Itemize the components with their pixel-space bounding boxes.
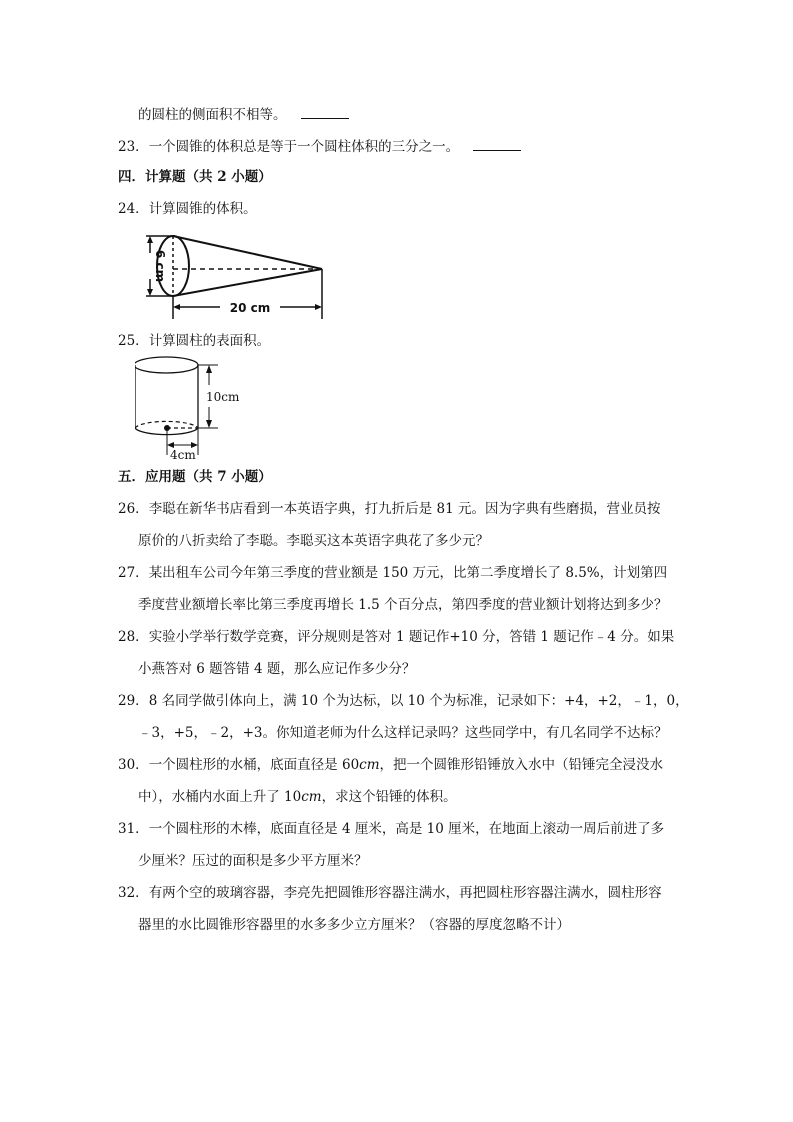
q23-text: 一个圆锥的体积总是等于一个圆柱体积的三分之一。 bbox=[148, 139, 460, 155]
q26-text-1: 李聪在新华书店看到一本英语字典，打九折后是 81 元。因为字典有些磨损，营业员按 bbox=[148, 501, 661, 517]
q30-number: 30． bbox=[118, 757, 149, 773]
section-5-heading: 五．应用题（共 7 小题） bbox=[118, 469, 272, 485]
q26-number: 26． bbox=[118, 501, 149, 517]
cone-slant-top bbox=[173, 236, 322, 269]
q32-text-1: 有两个空的玻璃容器，李亮先把圆锥形容器注满水，再把圆柱形容器注满水，圆柱形容 bbox=[148, 885, 662, 901]
q30-text-1b: ，把一个圆锥形铅锤放入水中（铅锤完全浸没水 bbox=[379, 757, 664, 773]
q23-answer-blank[interactable] bbox=[473, 136, 521, 151]
question-27-line-1 bbox=[118, 564, 667, 582]
q25-text: 计算圆柱的表面积。 bbox=[148, 333, 271, 349]
q22-continuation bbox=[138, 104, 349, 124]
q30-text-2b: ，求这个铅锤的体积。 bbox=[321, 789, 457, 805]
question-27-line-2: 季度营业额增长率比第三季度再增长 1.5 个百分点，第四季度的营业额计划将达到多少？ bbox=[138, 597, 668, 613]
cone-height-label: 20 cm bbox=[229, 301, 271, 315]
question-25 bbox=[118, 332, 270, 350]
question-32-line-2: 器里的水比圆锥形容器里的水多多少立方厘米？（容器的厚度忽略不计） bbox=[138, 917, 570, 933]
question-26-line-1 bbox=[118, 500, 660, 518]
q31-number: 31． bbox=[118, 821, 149, 837]
q24-text: 计算圆锥的体积。 bbox=[148, 201, 257, 217]
question-30-line-1 bbox=[118, 756, 663, 774]
question-23 bbox=[118, 136, 521, 156]
cone-slant-bottom bbox=[173, 269, 322, 296]
question-31-line-2: 少厘米？压过的面积是多少平方厘米？ bbox=[138, 853, 368, 869]
question-32-line-1 bbox=[118, 884, 662, 902]
section-4-heading: 四．计算题（共 2 小题） bbox=[118, 169, 272, 185]
cylinder-radius-label: 4cm bbox=[170, 448, 196, 460]
question-28-line-1 bbox=[118, 628, 674, 646]
question-26-line-2: 原价的八折卖给了李聪。李聪买这本英语字典花了多少元？ bbox=[138, 533, 489, 549]
q30-unit-1: cm bbox=[359, 757, 380, 773]
q27-number: 27． bbox=[118, 565, 149, 581]
q25-number: 25． bbox=[118, 333, 149, 349]
q23-number: 23． bbox=[118, 139, 149, 155]
q24-number: 24． bbox=[118, 201, 149, 217]
q29-text-1: 8 名同学做引体向上，满 10 个为达标，以 10 个为标准，记录如下：+4，+2，﹣1，0， bbox=[148, 693, 689, 709]
question-29-line-1 bbox=[118, 692, 689, 710]
q22-answer-blank[interactable] bbox=[301, 104, 349, 119]
q28-text-1: 实验小学举行数学竞赛，评分规则是答对 1 题记作+10 分，答错 1 题记作﹣4 分。如果 bbox=[148, 629, 675, 645]
q29-number: 29． bbox=[118, 693, 149, 709]
cylinder-figure bbox=[135, 355, 255, 460]
question-24 bbox=[118, 200, 257, 218]
question-31-line-1 bbox=[118, 820, 664, 838]
q30-text-1a: 一个圆柱形的水桶，底面直径是 60 bbox=[148, 757, 360, 773]
q32-number: 32． bbox=[118, 885, 149, 901]
question-28-line-2: 小燕答对 6 题答错 4 题，那么应记作多少分？ bbox=[138, 661, 416, 677]
q31-text-1: 一个圆柱形的木棒，底面直径是 4 厘米，高是 10 厘米，在地面上滚动一周后前进了多 bbox=[148, 821, 665, 837]
q22-text: 的圆柱的侧面积不相等。 bbox=[138, 107, 287, 123]
cone-figure bbox=[140, 229, 330, 321]
q28-number: 28． bbox=[118, 629, 149, 645]
cylinder-height-label: 10cm bbox=[206, 390, 240, 404]
q30-unit-2: cm bbox=[301, 789, 322, 805]
q27-text-1: 某出租车公司今年第三季度的营业额是 150 万元，比第二季度增长了 8.5%，计划第四 bbox=[148, 565, 668, 581]
cylinder-top-ellipse bbox=[135, 357, 198, 373]
question-29-line-2: ﹣3，+5，﹣2，+3。你知道老师为什么这样记录吗？这些同学中，有几名同学不达标？ bbox=[138, 725, 668, 741]
q30-text-2a: 中），水桶内水面上升了 10 bbox=[138, 789, 302, 805]
cone-diameter-label: 6 cm bbox=[153, 249, 167, 283]
question-30-line-2 bbox=[138, 788, 457, 806]
